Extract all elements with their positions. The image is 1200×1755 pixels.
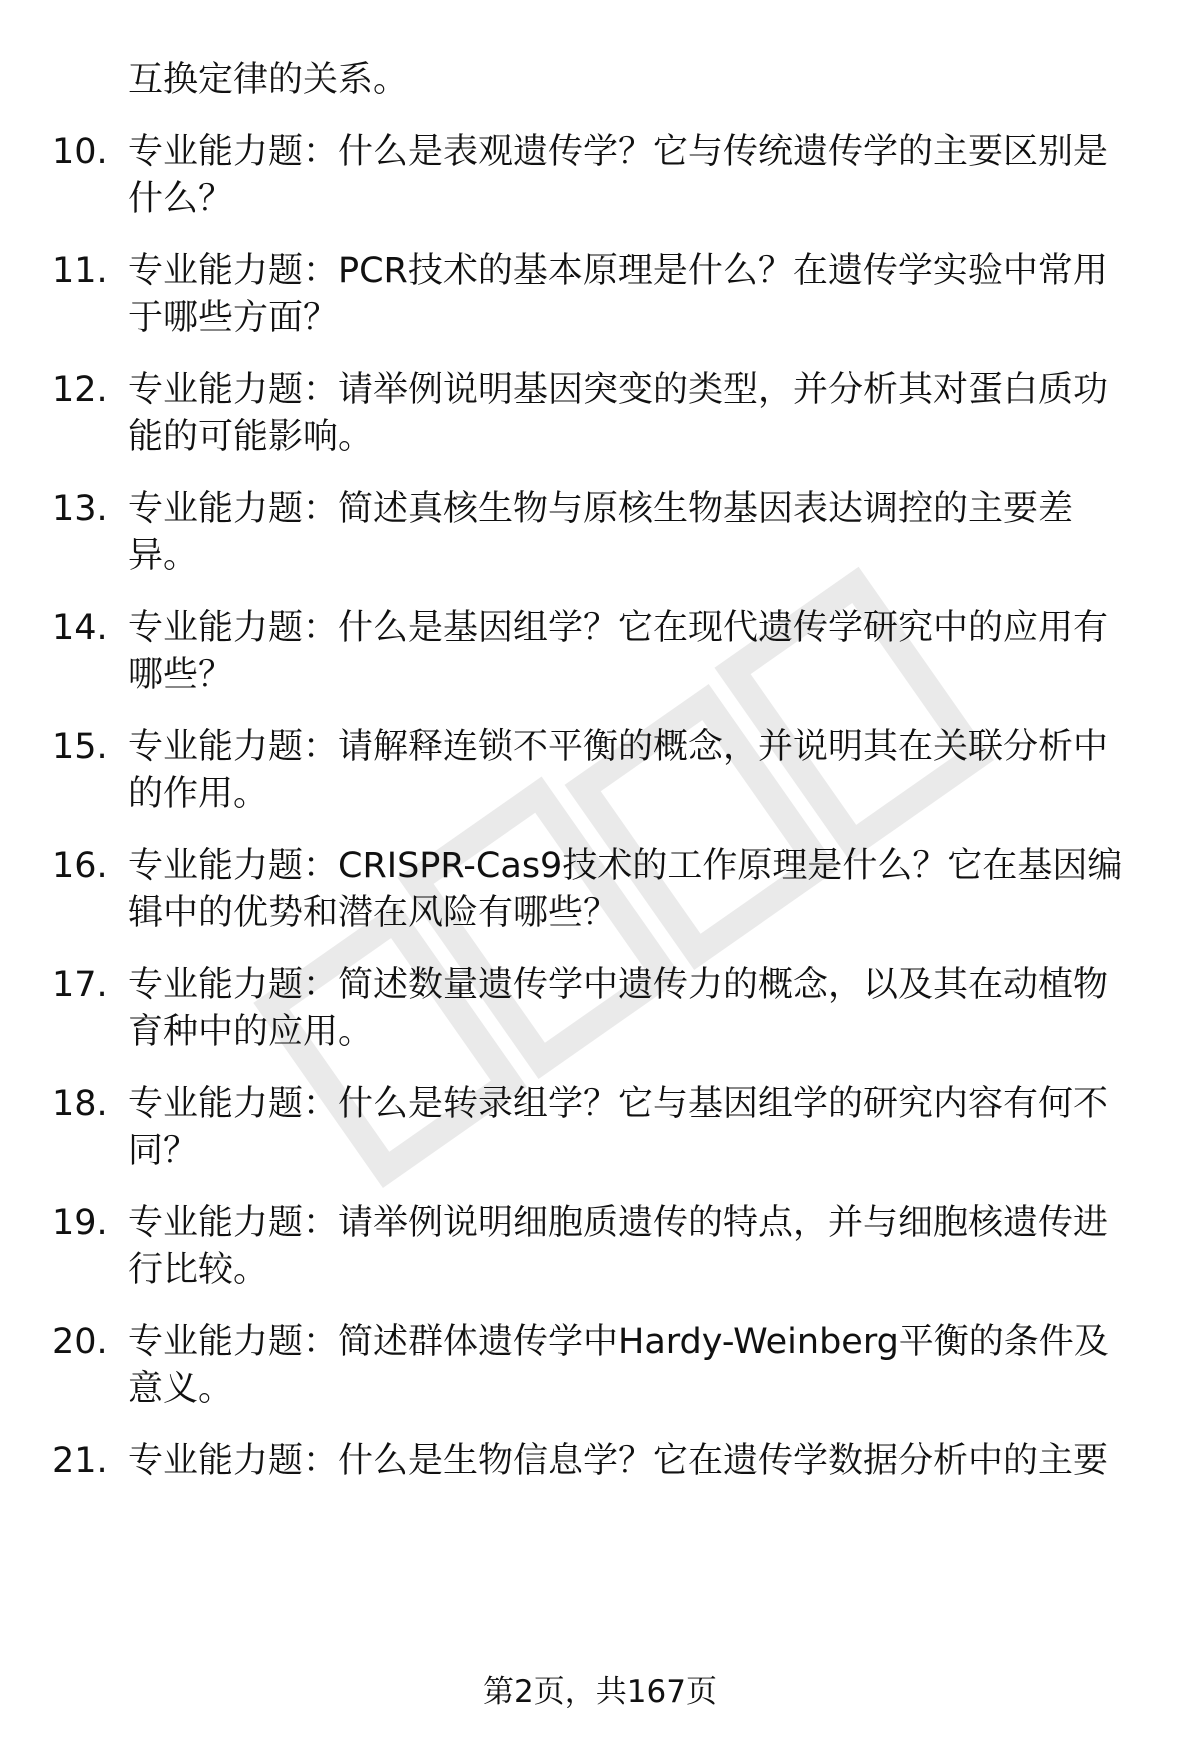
question-item — [0, 128, 1200, 238]
question-text: 异。 — [128, 536, 199, 576]
question-text: 专业能力题：简述真核生物与原核生物基因表达调控的主要差 — [128, 489, 1074, 529]
question-text: 专业能力题：简述群体遗传学中Hardy-Weinberg平衡的条件及 — [128, 1322, 1109, 1362]
question-item — [0, 247, 1200, 357]
question-text: 意义。 — [128, 1369, 234, 1409]
question-item — [0, 485, 1200, 595]
question-text: 能的可能影响。 — [128, 417, 374, 457]
question-number: 21. — [52, 1441, 108, 1481]
question-item — [0, 1318, 1200, 1428]
question-item — [0, 961, 1200, 1071]
question-text: 专业能力题：简述数量遗传学中遗传力的概念，以及其在动植物 — [128, 965, 1109, 1005]
question-text: 专业能力题：请举例说明基因突变的类型，并分析其对蛋白质功 — [128, 370, 1109, 410]
question-number: 20. — [52, 1322, 108, 1362]
question-number: 13. — [52, 489, 108, 529]
question-text: 育种中的应用。 — [128, 1012, 374, 1052]
question-text: 专业能力题：请解释连锁不平衡的概念，并说明其在关联分析中 — [128, 727, 1109, 767]
question-text: 的作用。 — [128, 774, 269, 814]
question-item — [0, 723, 1200, 833]
question-number: 12. — [52, 370, 108, 410]
page-number-footer: 第2页，共167页 — [483, 1674, 717, 1710]
question-number: 11. — [52, 251, 108, 291]
question-item — [0, 604, 1200, 714]
question-item — [0, 1437, 1200, 1547]
question-text: 哪些？ — [128, 655, 234, 695]
question-number: 15. — [52, 727, 108, 767]
question-item — [0, 842, 1200, 952]
question-text: 什么？ — [128, 179, 234, 219]
question-number: 16. — [52, 846, 108, 886]
question-item — [0, 1080, 1200, 1190]
question-item — [0, 366, 1200, 476]
question-number: 18. — [52, 1084, 108, 1124]
question-text: 专业能力题：请举例说明细胞质遗传的特点，并与细胞核遗传进 — [128, 1203, 1109, 1243]
question-text: 辑中的优势和潜在风险有哪些？ — [128, 893, 619, 933]
question-number: 19. — [52, 1203, 108, 1243]
question-text: 于哪些方面？ — [128, 298, 339, 338]
question-text: 专业能力题：CRISPR-Cas9技术的工作原理是什么？它在基因编 — [128, 846, 1123, 886]
continued-text: 互换定律的关系。 — [128, 60, 409, 100]
question-text: 专业能力题：什么是生物信息学？它在遗传学数据分析中的主要 — [128, 1441, 1109, 1481]
question-number: 14. — [52, 608, 108, 648]
question-number: 10. — [52, 132, 108, 172]
question-text: 专业能力题：PCR技术的基本原理是什么？在遗传学实验中常用 — [128, 251, 1108, 291]
question-text: 专业能力题：什么是基因组学？它在现代遗传学研究中的应用有 — [128, 608, 1109, 648]
question-text: 专业能力题：什么是表观遗传学？它与传统遗传学的主要区别是 — [128, 132, 1109, 172]
question-text: 行比较。 — [128, 1250, 269, 1290]
question-text: 同？ — [128, 1131, 199, 1171]
question-text: 专业能力题：什么是转录组学？它与基因组学的研究内容有何不 — [128, 1084, 1109, 1124]
question-item — [0, 1199, 1200, 1309]
question-number: 17. — [52, 965, 108, 1005]
